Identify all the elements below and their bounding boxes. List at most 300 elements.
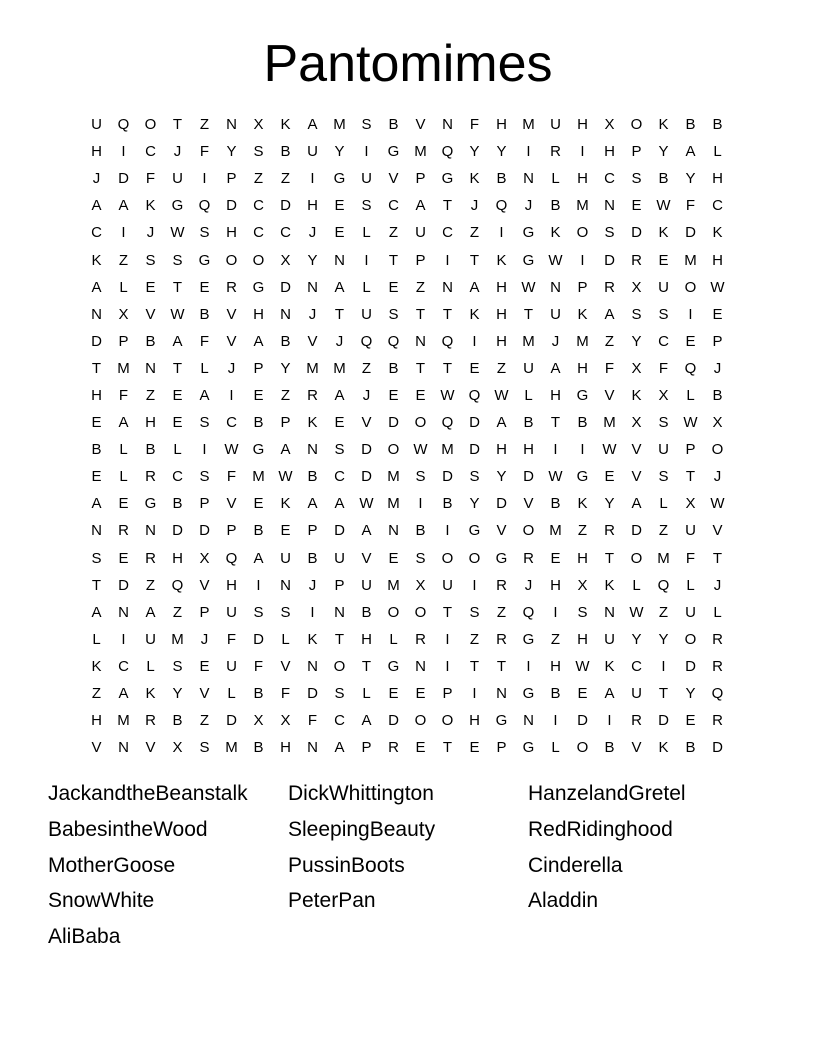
grid-letter: O xyxy=(468,549,481,567)
grid-letter: S xyxy=(253,603,264,621)
grid-letter: W xyxy=(521,278,536,296)
grid-letter: V xyxy=(307,332,318,350)
grid-letter: S xyxy=(253,143,264,161)
grid-letter: T xyxy=(442,603,453,621)
grid-letter: C xyxy=(658,332,669,350)
grid-letter: H xyxy=(496,441,507,459)
grid-letter: D xyxy=(469,414,480,432)
grid-letter: U xyxy=(550,305,561,323)
grid-letter: B xyxy=(577,414,588,432)
grid-letter: D xyxy=(280,197,291,215)
grid-letter: W xyxy=(656,197,671,215)
grid-letter: Q xyxy=(684,359,697,377)
grid-row xyxy=(83,734,731,761)
grid-letter: D xyxy=(226,712,237,730)
grid-letter: N xyxy=(91,305,102,323)
grid-letter: F xyxy=(658,359,669,377)
grid-letter: K xyxy=(280,495,291,513)
grid-letter: I xyxy=(310,170,315,188)
grid-letter: Z xyxy=(91,685,102,703)
grid-letter: A xyxy=(307,116,318,134)
word-list-item: MotherGoose xyxy=(48,853,176,877)
grid-letter: O xyxy=(333,657,346,675)
grid-letter: V xyxy=(523,495,534,513)
grid-letter: U xyxy=(361,576,372,594)
grid-row xyxy=(83,274,731,301)
word-list-item: SnowWhite xyxy=(48,889,155,913)
grid-letter: S xyxy=(199,224,210,242)
grid-letter: H xyxy=(91,712,102,730)
grid-letter: D xyxy=(307,685,318,703)
grid-letter: F xyxy=(253,657,264,675)
grid-row xyxy=(83,653,731,680)
grid-letter: L xyxy=(686,576,695,594)
grid-letter: V xyxy=(280,657,291,675)
grid-letter: Q xyxy=(468,386,481,404)
grid-letter: D xyxy=(334,522,345,540)
grid-letter: T xyxy=(415,359,426,377)
grid-letter: J xyxy=(470,197,479,215)
grid-letter: T xyxy=(550,414,561,432)
grid-letter: A xyxy=(334,495,345,513)
grid-letter: Z xyxy=(577,522,588,540)
grid-letter: O xyxy=(630,549,643,567)
word-list-item: DickWhittington xyxy=(288,782,434,805)
grid-letter: H xyxy=(550,576,561,594)
grid-letter: E xyxy=(172,386,183,404)
grid-letter: O xyxy=(684,278,697,296)
grid-row xyxy=(83,246,731,273)
grid-letter: M xyxy=(684,251,697,269)
grid-letter: B xyxy=(280,332,291,350)
grid-row xyxy=(83,328,731,355)
grid-letter: N xyxy=(145,522,156,540)
grid-letter: L xyxy=(551,170,560,188)
grid-letter: P xyxy=(253,359,264,377)
grid-letter: K xyxy=(604,576,615,594)
grid-letter: C xyxy=(280,224,291,242)
word-list-item: SleepingBeauty xyxy=(288,817,436,841)
grid-letter: H xyxy=(307,197,318,215)
grid-letter: Z xyxy=(658,522,669,540)
grid-letter: K xyxy=(550,224,561,242)
grid-letter: I xyxy=(661,657,666,675)
grid-letter: U xyxy=(631,685,642,703)
grid-letter: E xyxy=(280,522,291,540)
grid-letter: Z xyxy=(199,712,210,730)
grid-letter: E xyxy=(253,495,264,513)
word-list-item: PussinBoots xyxy=(288,853,405,877)
grid-letter: M xyxy=(549,522,562,540)
grid-letter: B xyxy=(496,170,507,188)
grid-letter: R xyxy=(712,630,723,648)
grid-letter: B xyxy=(280,143,291,161)
grid-letter: P xyxy=(280,414,291,432)
grid-letter: O xyxy=(711,441,724,459)
grid-letter: V xyxy=(631,468,642,486)
grid-letter: P xyxy=(307,522,318,540)
grid-letter: I xyxy=(445,522,450,540)
grid-letter: E xyxy=(577,685,588,703)
grid-letter: J xyxy=(713,359,722,377)
grid-letter: D xyxy=(361,468,372,486)
grid-letter: H xyxy=(496,305,507,323)
grid-letter: Q xyxy=(495,197,508,215)
grid-letter: N xyxy=(523,170,534,188)
grid-letter: M xyxy=(387,468,400,486)
grid-letter: L xyxy=(227,685,236,703)
grid-letter: W xyxy=(224,441,239,459)
grid-letter: B xyxy=(604,739,615,757)
grid-letter: D xyxy=(658,712,669,730)
grid-letter: V xyxy=(145,305,156,323)
grid-letter: Z xyxy=(415,278,426,296)
grid-letter: C xyxy=(604,170,615,188)
grid-letter: W xyxy=(440,386,455,404)
grid-letter: A xyxy=(631,495,642,513)
grid-row xyxy=(83,138,731,165)
grid-letter: H xyxy=(496,332,507,350)
grid-letter: Q xyxy=(441,143,454,161)
grid-letter: D xyxy=(253,630,264,648)
grid-letter: N xyxy=(415,657,426,675)
grid-letter: B xyxy=(91,441,102,459)
grid-letter: S xyxy=(334,441,345,459)
grid-letter: D xyxy=(469,441,480,459)
grid-letter: Z xyxy=(280,170,291,188)
grid-letter: A xyxy=(253,549,264,567)
grid-letter: R xyxy=(496,630,507,648)
grid-letter: L xyxy=(551,739,560,757)
grid-letter: I xyxy=(526,143,531,161)
grid-letter: P xyxy=(442,685,453,703)
grid-letter: O xyxy=(576,739,589,757)
grid-letter: O xyxy=(522,522,535,540)
grid-letter: H xyxy=(712,170,723,188)
grid-letter: I xyxy=(445,657,450,675)
grid-letter: N xyxy=(334,603,345,621)
grid-letter: P xyxy=(199,495,210,513)
grid-letter: D xyxy=(172,522,183,540)
grid-letter: B xyxy=(172,495,183,513)
grid-letter: G xyxy=(522,224,535,242)
grid-letter: T xyxy=(442,359,453,377)
grid-letter: C xyxy=(145,143,156,161)
grid-letter: B xyxy=(523,414,534,432)
grid-letter: B xyxy=(253,739,264,757)
grid-letter: P xyxy=(334,576,345,594)
grid-row xyxy=(83,436,731,463)
grid-letter: L xyxy=(524,386,533,404)
grid-letter: P xyxy=(577,278,588,296)
grid-letter: M xyxy=(306,359,319,377)
grid-letter: T xyxy=(91,576,102,594)
grid-letter: E xyxy=(685,332,696,350)
grid-letter: H xyxy=(577,549,588,567)
grid-letter: S xyxy=(334,685,345,703)
grid-letter: J xyxy=(227,359,236,377)
grid-letter: Z xyxy=(199,116,210,134)
grid-letter: A xyxy=(550,359,561,377)
grid-letter: J xyxy=(146,224,155,242)
grid-letter: V xyxy=(226,495,237,513)
grid-letter: I xyxy=(202,170,207,188)
grid-letter: L xyxy=(119,441,128,459)
grid-letter: Y xyxy=(658,630,669,648)
grid-letter: J xyxy=(713,576,722,594)
grid-letter: S xyxy=(199,414,210,432)
grid-letter: X xyxy=(577,576,588,594)
grid-letter: Q xyxy=(360,332,373,350)
grid-letter: K xyxy=(469,305,480,323)
grid-letter: B xyxy=(307,468,318,486)
grid-letter: K xyxy=(145,197,156,215)
grid-letter: H xyxy=(604,143,615,161)
grid-letter: Y xyxy=(658,143,669,161)
grid-letter: Y xyxy=(307,251,318,269)
grid-letter: E xyxy=(388,685,399,703)
grid-letter: Q xyxy=(387,332,400,350)
grid-letter: C xyxy=(91,224,102,242)
grid-letter: G xyxy=(171,197,184,215)
grid-letter: D xyxy=(91,332,102,350)
grid-row xyxy=(83,409,731,436)
grid-letter: Z xyxy=(145,576,156,594)
grid-letter: Z xyxy=(253,170,264,188)
grid-letter: A xyxy=(685,143,696,161)
grid-letter: K xyxy=(280,116,291,134)
grid-letter: F xyxy=(307,712,318,730)
grid-letter: F xyxy=(145,170,156,188)
grid-letter: N xyxy=(388,522,399,540)
grid-letter: K xyxy=(658,224,669,242)
word-list-item: JackandtheBeanstalk xyxy=(48,782,248,805)
grid-letter: K xyxy=(577,305,588,323)
grid-row xyxy=(83,707,731,734)
grid-letter: E xyxy=(631,197,642,215)
grid-letter: I xyxy=(202,441,207,459)
grid-letter: C xyxy=(253,224,264,242)
grid-letter: Q xyxy=(522,603,535,621)
grid-letter: S xyxy=(91,549,102,567)
grid-letter: K xyxy=(469,170,480,188)
grid-letter: U xyxy=(307,143,318,161)
grid-letter: J xyxy=(173,143,182,161)
grid-letter: N xyxy=(415,332,426,350)
grid-letter: H xyxy=(523,441,534,459)
grid-letter: B xyxy=(550,685,561,703)
grid-letter: I xyxy=(472,685,477,703)
grid-letter: S xyxy=(199,468,210,486)
grid-letter: R xyxy=(604,522,615,540)
grid-letter: S xyxy=(415,549,426,567)
grid-letter: H xyxy=(712,251,723,269)
grid-letter: B xyxy=(712,386,723,404)
grid-letter: X xyxy=(658,386,669,404)
grid-row xyxy=(83,355,731,382)
grid-letter: U xyxy=(604,630,615,648)
grid-letter: S xyxy=(172,251,183,269)
grid-letter: K xyxy=(91,251,102,269)
grid-letter: W xyxy=(710,278,725,296)
grid-letter: M xyxy=(441,441,454,459)
grid-letter: E xyxy=(388,278,399,296)
grid-letter: O xyxy=(387,603,400,621)
grid-letter: O xyxy=(414,603,427,621)
grid-letter: D xyxy=(631,224,642,242)
grid-row xyxy=(83,545,731,572)
grid-letter: E xyxy=(334,414,345,432)
grid-letter: W xyxy=(278,468,293,486)
grid-letter: Q xyxy=(225,549,238,567)
grid-row xyxy=(83,111,731,138)
grid-letter: N xyxy=(118,603,129,621)
word-list xyxy=(48,778,768,957)
grid-letter: Y xyxy=(280,359,291,377)
grid-letter: G xyxy=(387,143,400,161)
grid-letter: D xyxy=(631,522,642,540)
grid-letter: K xyxy=(604,657,615,675)
grid-letter: M xyxy=(576,332,589,350)
grid-letter: S xyxy=(280,603,291,621)
grid-letter: T xyxy=(172,278,183,296)
grid-letter: M xyxy=(522,116,535,134)
grid-letter: Y xyxy=(469,143,480,161)
grid-letter: M xyxy=(117,712,130,730)
grid-letter: L xyxy=(119,468,128,486)
grid-letter: L xyxy=(686,386,695,404)
grid-letter: L xyxy=(119,278,128,296)
grid-letter: E xyxy=(172,414,183,432)
grid-letter: Y xyxy=(604,495,615,513)
grid-row xyxy=(83,165,731,192)
grid-letter: R xyxy=(415,630,426,648)
grid-letter: E xyxy=(91,414,102,432)
grid-letter: M xyxy=(522,332,535,350)
grid-letter: T xyxy=(172,359,183,377)
grid-letter: O xyxy=(684,630,697,648)
grid-letter: T xyxy=(712,549,723,567)
grid-letter: E xyxy=(199,278,210,296)
grid-letter: S xyxy=(415,468,426,486)
grid-letter: B xyxy=(685,116,696,134)
grid-letter: O xyxy=(225,251,238,269)
grid-letter: J xyxy=(524,197,533,215)
grid-letter: V xyxy=(631,441,642,459)
grid-letter: B xyxy=(685,739,696,757)
grid-letter: T xyxy=(685,468,696,486)
grid-letter: I xyxy=(580,441,585,459)
grid-letter: H xyxy=(577,170,588,188)
grid-letter: M xyxy=(333,359,346,377)
grid-letter: L xyxy=(713,603,722,621)
grid-letter: A xyxy=(118,414,129,432)
grid-letter: R xyxy=(145,549,156,567)
grid-letter: V xyxy=(199,685,210,703)
grid-letter: M xyxy=(117,359,130,377)
grid-letter: N xyxy=(91,522,102,540)
grid-letter: U xyxy=(415,224,426,242)
grid-letter: A xyxy=(334,278,345,296)
grid-letter: O xyxy=(441,549,454,567)
grid-letter: K xyxy=(658,739,669,757)
grid-letter: S xyxy=(361,197,372,215)
grid-letter: I xyxy=(121,224,126,242)
grid-letter: A xyxy=(415,197,426,215)
grid-letter: R xyxy=(307,386,318,404)
grid-letter: V xyxy=(388,170,399,188)
grid-letter: M xyxy=(252,468,265,486)
grid-letter: N xyxy=(523,712,534,730)
grid-letter: W xyxy=(710,495,725,513)
grid-letter: U xyxy=(91,116,102,134)
grid-row xyxy=(83,301,731,328)
grid-letter: M xyxy=(603,414,616,432)
grid-letter: E xyxy=(604,468,615,486)
grid-letter: L xyxy=(389,630,398,648)
grid-letter: I xyxy=(526,657,531,675)
grid-letter: B xyxy=(388,359,399,377)
page-title: Pantomimes xyxy=(263,35,553,93)
grid-letter: X xyxy=(118,305,129,323)
grid-letter: H xyxy=(91,143,102,161)
grid-letter: U xyxy=(658,441,669,459)
grid-letter: U xyxy=(334,549,345,567)
grid-letter: R xyxy=(631,251,642,269)
grid-row xyxy=(83,382,731,409)
grid-letter: D xyxy=(442,468,453,486)
grid-letter: K xyxy=(577,495,588,513)
grid-letter: U xyxy=(145,630,156,648)
grid-letter: K xyxy=(145,685,156,703)
grid-letter: I xyxy=(580,143,585,161)
grid-letter: L xyxy=(362,224,371,242)
grid-letter: S xyxy=(658,468,669,486)
word-list-item: RedRidinghood xyxy=(528,817,673,841)
grid-letter: A xyxy=(604,305,615,323)
grid-letter: E xyxy=(388,386,399,404)
grid-letter: U xyxy=(658,278,669,296)
grid-letter: M xyxy=(225,739,238,757)
grid-letter: P xyxy=(712,332,723,350)
grid-letter: C xyxy=(118,657,129,675)
grid-letter: N xyxy=(307,278,318,296)
grid-letter: O xyxy=(414,712,427,730)
grid-letter: D xyxy=(604,251,615,269)
grid-letter: U xyxy=(226,603,237,621)
grid-letter: L xyxy=(200,359,209,377)
grid-letter: D xyxy=(280,278,291,296)
grid-letter: X xyxy=(631,278,642,296)
word-list-item: AliBaba xyxy=(48,925,121,949)
grid-letter: A xyxy=(361,712,372,730)
grid-letter: L xyxy=(362,278,371,296)
grid-letter: P xyxy=(226,170,237,188)
grid-letter: Q xyxy=(171,576,184,594)
grid-letter: A xyxy=(334,739,345,757)
grid-letter: G xyxy=(252,441,265,459)
grid-letter: B xyxy=(199,305,210,323)
grid-letter: Q xyxy=(657,576,670,594)
grid-letter: B xyxy=(415,522,426,540)
grid-letter: E xyxy=(118,549,129,567)
grid-letter: X xyxy=(253,712,264,730)
grid-row xyxy=(83,680,731,707)
grid-letter: D xyxy=(685,657,696,675)
grid-letter: Z xyxy=(172,603,183,621)
grid-letter: Q xyxy=(117,116,130,134)
grid-letter: R xyxy=(631,712,642,730)
